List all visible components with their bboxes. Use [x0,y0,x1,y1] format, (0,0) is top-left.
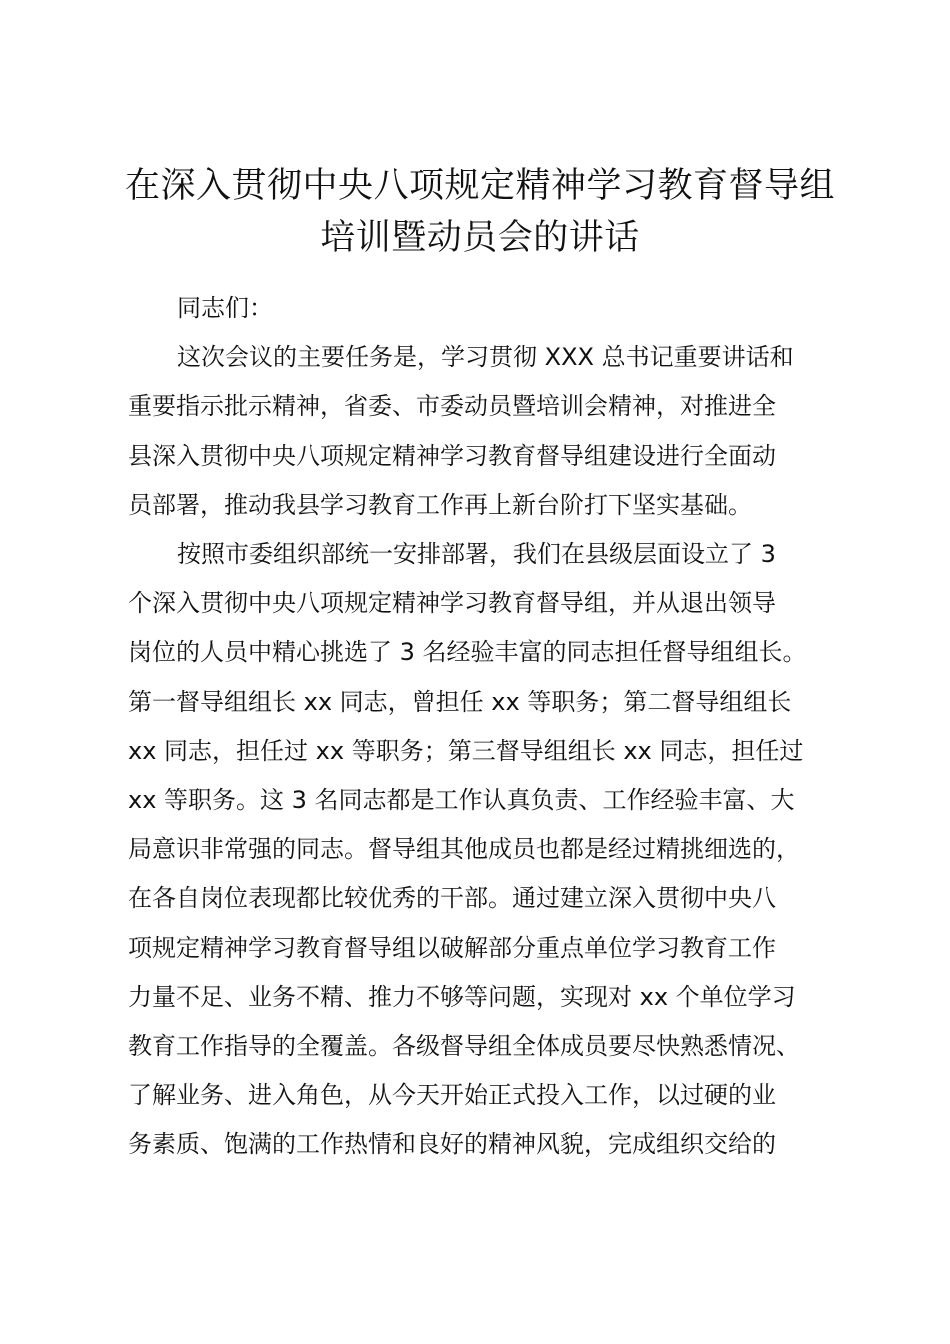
paragraph-line: 项规定精神学习教育督导组以破解部分重点单位学习教育工作 [128,933,776,962]
paragraph-line: 这次会议的主要任务是，学习贯彻 XXX 总书记重要讲话和 [177,343,794,372]
paragraph-line: 局意识非常强的同志。督导组其他成员也都是经过精挑细选的， [128,835,800,864]
paragraph-line: 员部署，推动我县学习教育工作再上新台阶打下坚实基础。 [128,490,752,519]
document-body [128,284,848,1170]
title-line: 培训暨动员会的讲话 [320,218,640,258]
paragraph-line: 教育工作指导的全覆盖。各级督导组全体成员要尽快熟悉情况、 [128,1032,800,1061]
paragraph-line: 个深入贯彻中央八项规定精神学习教育督导组，并从退出领导 [128,589,776,618]
paragraph-line: 在各自岗位表现都比较优秀的干部。通过建立深入贯彻中央八 [128,884,776,913]
paragraph-2 [128,530,848,1170]
paragraph-line: 岗位的人员中精心挑选了 3 名经验丰富的同志担任督导组组长。 [128,638,807,667]
document-title [110,160,850,264]
paragraph-line: 了解业务、进入角色，从今天开始正式投入工作，以过硬的业 [128,1081,776,1110]
paragraph-line: 第一督导组组长 xx 同志，曾担任 xx 等职务；第二督导组组长 [128,687,792,716]
paragraph-line: 县深入贯彻中央八项规定精神学习教育督导组建设进行全面动 [128,441,776,470]
salutation: 同志们： [177,294,273,322]
paragraph-line: xx 等职务。这 3 名同志都是工作认真负责、工作经验丰富、大 [128,786,795,815]
paragraph-line: 务素质、饱满的工作热情和良好的精神风貌，完成组织交给的 [128,1130,776,1159]
paragraph-line: 按照市委组织部统一安排部署，我们在县级层面设立了 3 [177,540,776,569]
paragraph-line: xx 同志，担任过 xx 等职务；第三督导组组长 xx 同志，担任过 [128,736,804,765]
paragraph-line: 力量不足、业务不精、推力不够等问题，实现对 xx 个单位学习 [128,982,796,1011]
title-line: 在深入贯彻中央八项规定精神学习教育督导组 [124,166,835,206]
paragraph-1 [128,333,848,530]
paragraph-line: 重要指示批示精神，省委、市委动员暨培训会精神，对推进全 [128,392,776,421]
